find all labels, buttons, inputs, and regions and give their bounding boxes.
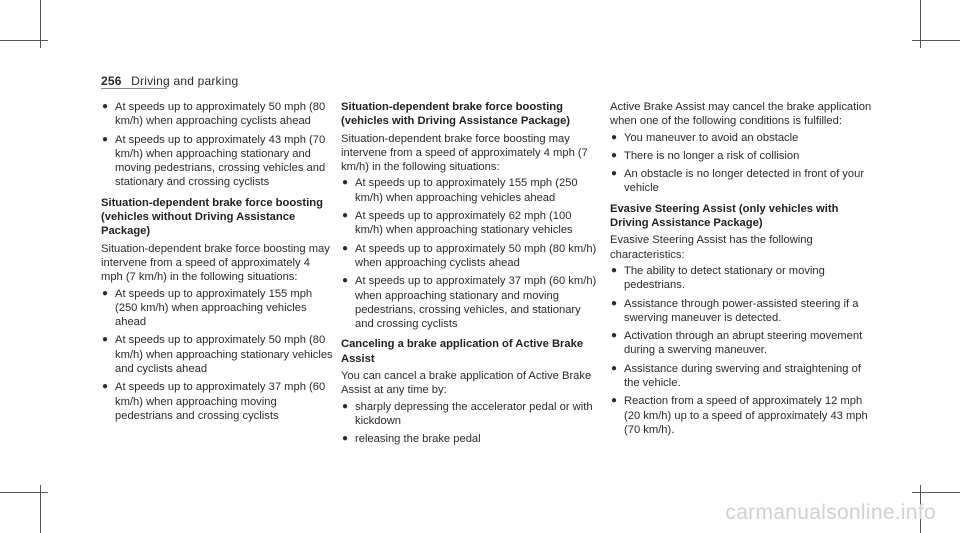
paragraph: You can cancel a brake application of Active Brake Assist at any time by: [341,370,592,397]
bullet-icon: ● [102,287,109,299]
column-2 [341,100,599,451]
section-heading: Situation-dependent brake force boosting (vehicles without Driving Assistance Package) [101,196,323,238]
bullet-icon: ● [611,264,618,276]
list-item: ● At speeds up to approximately 62 mph (100 km/h) when approaching stationary vehicles [342,210,573,237]
column-3 [610,100,872,441]
list-item: ● sharply depressing the accelerator pedal or with kickdown [342,400,593,427]
bullet-list [610,131,872,196]
list-item: ● The ability to detect stationary or moving pedestrians. [611,264,825,292]
bullet-icon: ● [102,381,109,393]
bullet-icon: ● [102,101,109,112]
list-item: ● Assistance through power-assisted steering if a swerving maneuver is detected. [611,297,859,324]
section-title: Driving and parking [131,74,239,88]
list-item: ● You maneuver to avoid an obstacle [611,131,799,144]
paragraph: Situation-dependent brake force boosting may intervene from a speed of approximately 4 mph (7 km/h) in the following situations: [341,132,588,174]
section-heading: Evasive Steering Assist (only vehicles with Driving Assistance Package) [610,202,839,230]
bullet-list [341,400,599,447]
bullet-icon: ● [611,149,618,161]
header-rule [101,88,167,89]
crop-mark [0,40,48,41]
paragraph: Situation-dependent brake force boosting may intervene from a speed of approximately 4 mph (7 km/h) in the following situations: [101,242,330,284]
list-item: ● An obstacle is no longer detected in front of your vehicle [611,168,865,195]
bullet-list [341,176,599,331]
crop-mark [0,492,48,493]
list-item: ● At speeds up to approximately 43 mph (70 km/h) when approaching stationary and moving pedestrians, crossing vehicles and stationary and crossing cyclists [102,133,326,189]
bullet-icon: ● [611,395,618,407]
bullet-list [101,287,333,424]
bullet-icon: ● [611,168,618,180]
paragraph: Active Brake Assist may cancel the brake application when one of the following conditions is fulfilled: [610,101,872,128]
section-heading: Situation-dependent brake force boosting (vehicles with Driving Assistance Package) [341,101,571,128]
paragraph: Evasive Steering Assist has the following characteristics: [610,234,813,261]
list-item: ● At speeds up to approximately 50 mph (80 km/h) when approaching cyclists ahead [102,101,326,128]
bullet-icon: ● [342,177,349,189]
watermark-link[interactable]: carmanualsonline.info [725,501,936,524]
crop-mark [912,40,960,41]
page-number: 256 [101,74,122,88]
bullet-icon: ● [102,334,109,346]
list-item: ● releasing the brake pedal [342,433,481,446]
list-item: ● Reaction from a speed of approximately 12 mph (20 km/h) up to a speed of approximately 43 mph (70 km/h). [611,395,868,436]
bullet-icon: ● [611,297,618,309]
column-1 [101,100,333,427]
list-item: ● At speeds up to approximately 50 mph (80 km/h) when approaching stationary vehicles and cyclists ahead [102,334,333,376]
bullet-list [101,100,333,190]
bullet-list [610,264,872,437]
bullet-icon: ● [342,210,349,222]
bullet-icon: ● [102,133,109,145]
list-item: ● At speeds up to approximately 155 mph (250 km/h) when approaching vehicles ahead [102,287,313,329]
section-heading: Canceling a brake application of Active Brake Assist [341,338,584,365]
list-item: ● There is no longer a risk of collision [611,149,800,162]
list-item: ● Activation through an abrupt steering movement during a swerving maneuver. [611,330,863,357]
bullet-icon: ● [342,400,349,412]
bullet-icon: ● [342,433,349,445]
bullet-icon: ● [611,131,618,143]
bullet-icon: ● [611,362,618,374]
bullet-icon: ● [342,242,349,254]
list-item: ● At speeds up to approximately 50 mph (80 km/h) when approaching cyclists ahead [342,242,597,269]
page-header [101,74,238,88]
list-item: ● At speeds up to approximately 37 mph (60 km/h) when approaching moving pedestrians and crossing cyclists [102,381,326,422]
bullet-icon: ● [342,275,349,287]
list-item: ● Assistance during swerving and straightening of the vehicle. [611,362,861,390]
list-item: ● At speeds up to approximately 155 mph (250 km/h) when approaching vehicles ahead [342,177,578,204]
crop-mark [912,492,960,493]
bullet-icon: ● [611,330,618,342]
list-item: ● At speeds up to approximately 37 mph (60 km/h) when approaching stationary and moving pedestrians, crossing vehicles, and stationary and crossing cyclists [342,275,597,331]
